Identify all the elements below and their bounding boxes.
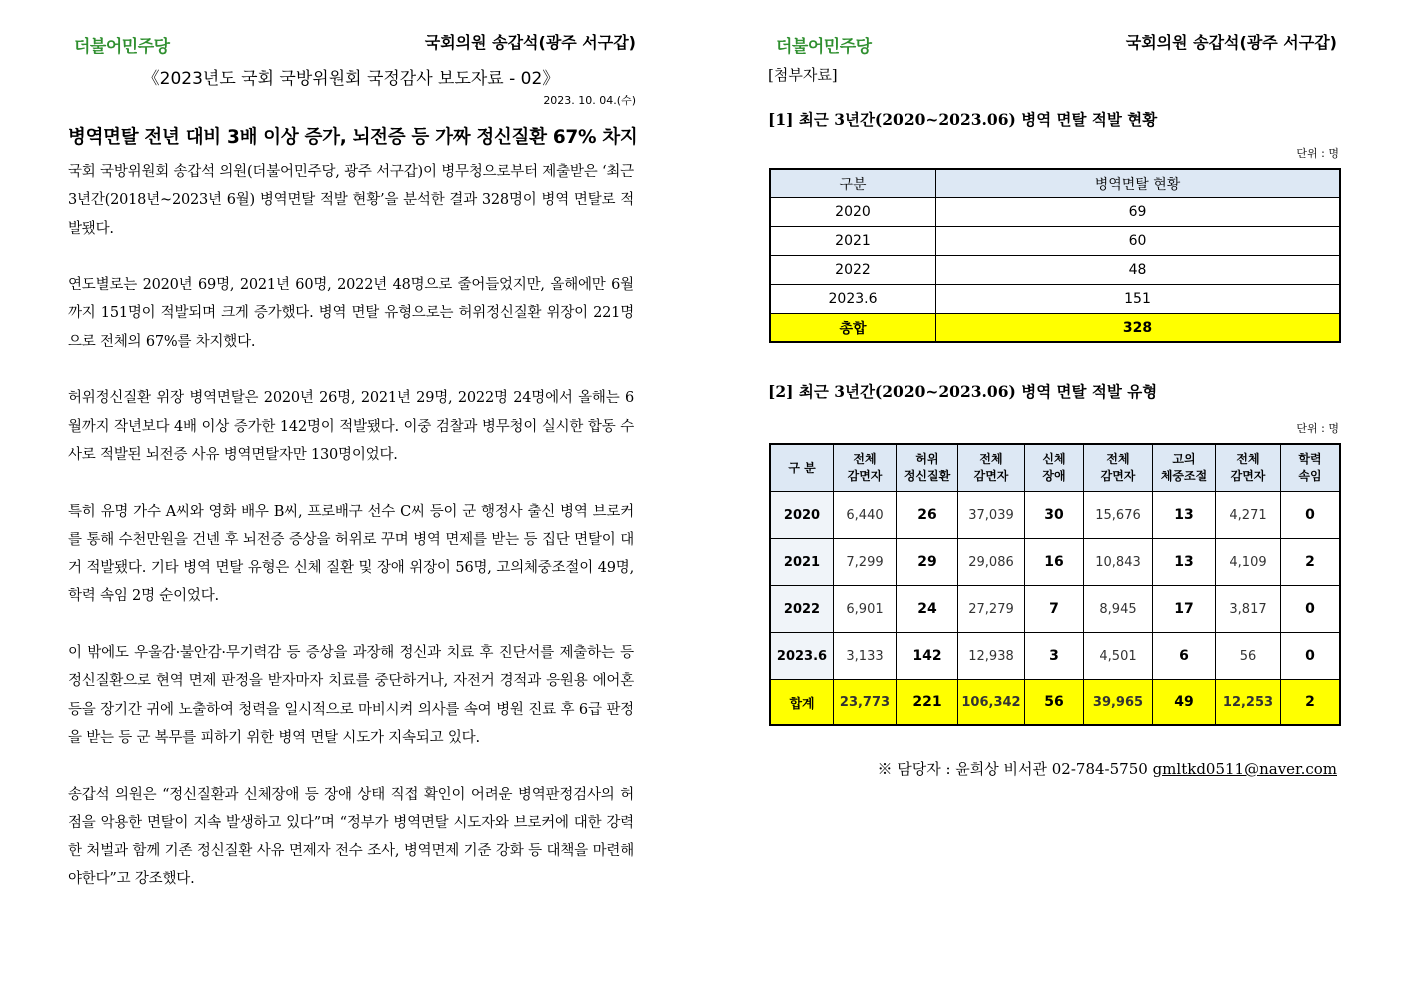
table-row bbox=[770, 227, 1340, 256]
table-row bbox=[770, 285, 1340, 314]
table-cell: 4,271 bbox=[1216, 492, 1281, 539]
table-total-row bbox=[770, 680, 1340, 726]
table-row bbox=[770, 539, 1340, 586]
table-cell: 328 bbox=[936, 314, 1341, 343]
table-cell: 142 bbox=[897, 633, 958, 680]
table-cell: 48 bbox=[936, 256, 1341, 285]
member-name: 국회의원 송갑석(광주 서구갑) bbox=[424, 33, 636, 52]
table-cell: 12,253 bbox=[1216, 680, 1281, 726]
table-cell: 2022 bbox=[770, 256, 936, 285]
table-cell: 7 bbox=[1025, 586, 1084, 633]
table-header: 신체 장애 bbox=[1025, 444, 1084, 492]
table-cell: 8,945 bbox=[1084, 586, 1153, 633]
table-cell: 69 bbox=[936, 198, 1341, 227]
contact-info bbox=[877, 758, 1337, 779]
table-cell: 3,133 bbox=[834, 633, 897, 680]
contact-person: ※ 담당자 : 윤희상 비서관 02-784-5750 bbox=[877, 760, 1148, 778]
table-cell: 2020 bbox=[770, 198, 936, 227]
paragraph: 이 밖에도 우울감·불안감·무기력감 등 증상을 과장해 정신과 치료 후 진단서를 제출하는 등 정신질환으로 현역 면제 판정을 받자마자 치료를 중단하거나, 자전거 경적과 응원용 에어혼 등을 장기간 귀에 노출하여 청력을 일시적으로 마비시켜 의사를 속여 병원 진료 후 6급 판정을 받는 등 군 복무를 피하기 위한 병역 면탈 시도가 지속되고 있다. bbox=[68, 645, 634, 746]
table-header: 구분 bbox=[770, 169, 936, 198]
section1-title: [1] 최근 3년간(2020~2023.06) 병역 면탈 적발 현황 bbox=[768, 110, 1158, 129]
table-cell: 2023.6 bbox=[770, 285, 936, 314]
table-row bbox=[770, 586, 1340, 633]
table-cell: 221 bbox=[897, 680, 958, 726]
table-header: 학력 속임 bbox=[1281, 444, 1341, 492]
table-cell: 17 bbox=[1153, 586, 1216, 633]
table-cell: 4,501 bbox=[1084, 633, 1153, 680]
contact-email-link[interactable]: gmltkd0511@naver.com bbox=[1152, 760, 1337, 778]
table-cell: 7,299 bbox=[834, 539, 897, 586]
paragraph: 송갑석 의원은 “정신질환과 신체장애 등 장애 상태 직접 확인이 어려운 병역판정검사의 허점을 악용한 면탈이 지속 발생하고 있다”며 “정부가 병역면탈 시도자와 브로커에 대한 강력한 처벌과 함께 기존 정신질환 사유 면제자 전수 조사, 병역면제 기준 강화 등 대책을 마련해야한다”고 강조했다. bbox=[68, 786, 634, 888]
headline: 병역면탈 전년 대비 3배 이상 증가, 뇌전증 등 가짜 정신질환 67% 차지 bbox=[68, 127, 638, 148]
table-cell: 2023.6 bbox=[770, 633, 834, 680]
table-cell: 27,279 bbox=[958, 586, 1025, 633]
paragraph: 허위정신질환 위장 병역면탈은 2020년 26명, 2021년 29명, 2022명 24명에서 올해는 6월까지 작년보다 4배 이상 증가한 142명이 적발됐다. 이중 검찰과 병무청이 실시한 합동 수사로 적발된 뇌전증 사유 병역면탈자만 130명이었다. bbox=[68, 390, 634, 463]
table-cell: 151 bbox=[936, 285, 1341, 314]
table-cell: 0 bbox=[1281, 633, 1341, 680]
table-cell: 2021 bbox=[770, 227, 936, 256]
table-total-row bbox=[770, 314, 1340, 343]
paragraph: 국회 국방위원회 송갑석 의원(더불어민주당, 광주 서구갑)이 병무청으로부터 제출받은 ‘최근 3년간(2018년~2023년 6월) 병역면탈 적발 현황’을 분석한 결과 328명이 병역 면탈로 적발됐다. bbox=[68, 164, 634, 237]
table-cell: 2020 bbox=[770, 492, 834, 539]
attachment-label: [첨부자료] bbox=[768, 66, 838, 84]
table-header: 고의 체중조절 bbox=[1153, 444, 1216, 492]
release-title: 《2023년도 국회 국방위원회 국정감사 보도자료 - 02》 bbox=[142, 69, 560, 89]
table-cell: 2 bbox=[1281, 680, 1341, 726]
table-cell: 총합 bbox=[770, 314, 936, 343]
table-cell: 2021 bbox=[770, 539, 834, 586]
table-header: 병역면탈 현황 bbox=[936, 169, 1341, 198]
right-page bbox=[702, 0, 1403, 992]
table-cell: 56 bbox=[1216, 633, 1281, 680]
member-name: 국회의원 송갑석(광주 서구갑) bbox=[1125, 33, 1337, 52]
table-row bbox=[770, 492, 1340, 539]
paragraph: 연도별로는 2020년 69명, 2021년 60명, 2022년 48명으로 줄어들었지만, 올해에만 6월까지 151명이 적발되며 크게 증가했다. 병역 면탈 유형으로는 허위정신질환 위장이 221명으로 전체의 67%를 차지했다. bbox=[68, 277, 634, 350]
table-cell: 0 bbox=[1281, 492, 1341, 539]
section2-unit: 단위 : 명 bbox=[1296, 422, 1339, 435]
party-logo: 더불어민주당 bbox=[776, 37, 872, 57]
table-header-row bbox=[770, 169, 1340, 198]
table-cell: 15,676 bbox=[1084, 492, 1153, 539]
table-header: 전체 감면자 bbox=[1084, 444, 1153, 492]
table-cell: 3,817 bbox=[1216, 586, 1281, 633]
table-cell: 49 bbox=[1153, 680, 1216, 726]
paragraph: 특히 유명 가수 A씨와 영화 배우 B씨, 프로배구 선수 C씨 등이 군 행정사 출신 병역 브로커를 통해 수천만원을 건넨 후 뇌전증 증상을 허위로 꾸며 병역 면제를 받는 등 집단 면탈이 대거 적발됐다. 기타 병역 면탈 유형은 신체 질환 및 장애 위장이 56명, 고의체중조절이 49명, 학력 속임 2명 순이었다. bbox=[68, 503, 634, 605]
table-header: 전체 감면자 bbox=[1216, 444, 1281, 492]
table-cell: 106,342 bbox=[958, 680, 1025, 726]
table-cell: 10,843 bbox=[1084, 539, 1153, 586]
table-cell: 2 bbox=[1281, 539, 1341, 586]
table-cell: 13 bbox=[1153, 492, 1216, 539]
table-header: 전체 감면자 bbox=[834, 444, 897, 492]
table-body bbox=[770, 492, 1340, 726]
section1-unit: 단위 : 명 bbox=[1296, 147, 1339, 160]
table-cell: 2022 bbox=[770, 586, 834, 633]
table-cell: 16 bbox=[1025, 539, 1084, 586]
section2-title: [2] 최근 3년간(2020~2023.06) 병역 면탈 적발 유형 bbox=[768, 382, 1158, 401]
table-cell: 12,938 bbox=[958, 633, 1025, 680]
table-cell: 0 bbox=[1281, 586, 1341, 633]
table-cell: 13 bbox=[1153, 539, 1216, 586]
table-row bbox=[770, 256, 1340, 285]
evasion-type-table bbox=[769, 443, 1341, 726]
table-cell: 24 bbox=[897, 586, 958, 633]
table-row bbox=[770, 198, 1340, 227]
evasion-count-table bbox=[769, 168, 1341, 343]
table-cell: 6,440 bbox=[834, 492, 897, 539]
table-cell: 3 bbox=[1025, 633, 1084, 680]
table-row bbox=[770, 633, 1340, 680]
table-cell: 56 bbox=[1025, 680, 1084, 726]
table-cell: 26 bbox=[897, 492, 958, 539]
table-header: 구 분 bbox=[770, 444, 834, 492]
table-cell: 6 bbox=[1153, 633, 1216, 680]
table-cell: 39,965 bbox=[1084, 680, 1153, 726]
table-header-row bbox=[770, 444, 1340, 492]
table-header: 전체 감면자 bbox=[958, 444, 1025, 492]
table-cell: 23,773 bbox=[834, 680, 897, 726]
table-cell: 29,086 bbox=[958, 539, 1025, 586]
table-cell: 6,901 bbox=[834, 586, 897, 633]
table-cell: 29 bbox=[897, 539, 958, 586]
table-cell: 30 bbox=[1025, 492, 1084, 539]
party-logo: 더불어민주당 bbox=[74, 37, 170, 57]
table-cell: 37,039 bbox=[958, 492, 1025, 539]
table-cell: 합계 bbox=[770, 680, 834, 726]
table-cell: 4,109 bbox=[1216, 539, 1281, 586]
table-header: 허위 정신질환 bbox=[897, 444, 958, 492]
table-cell: 60 bbox=[936, 227, 1341, 256]
article-body bbox=[68, 158, 634, 922]
release-date: 2023. 10. 04.(수) bbox=[543, 94, 636, 107]
